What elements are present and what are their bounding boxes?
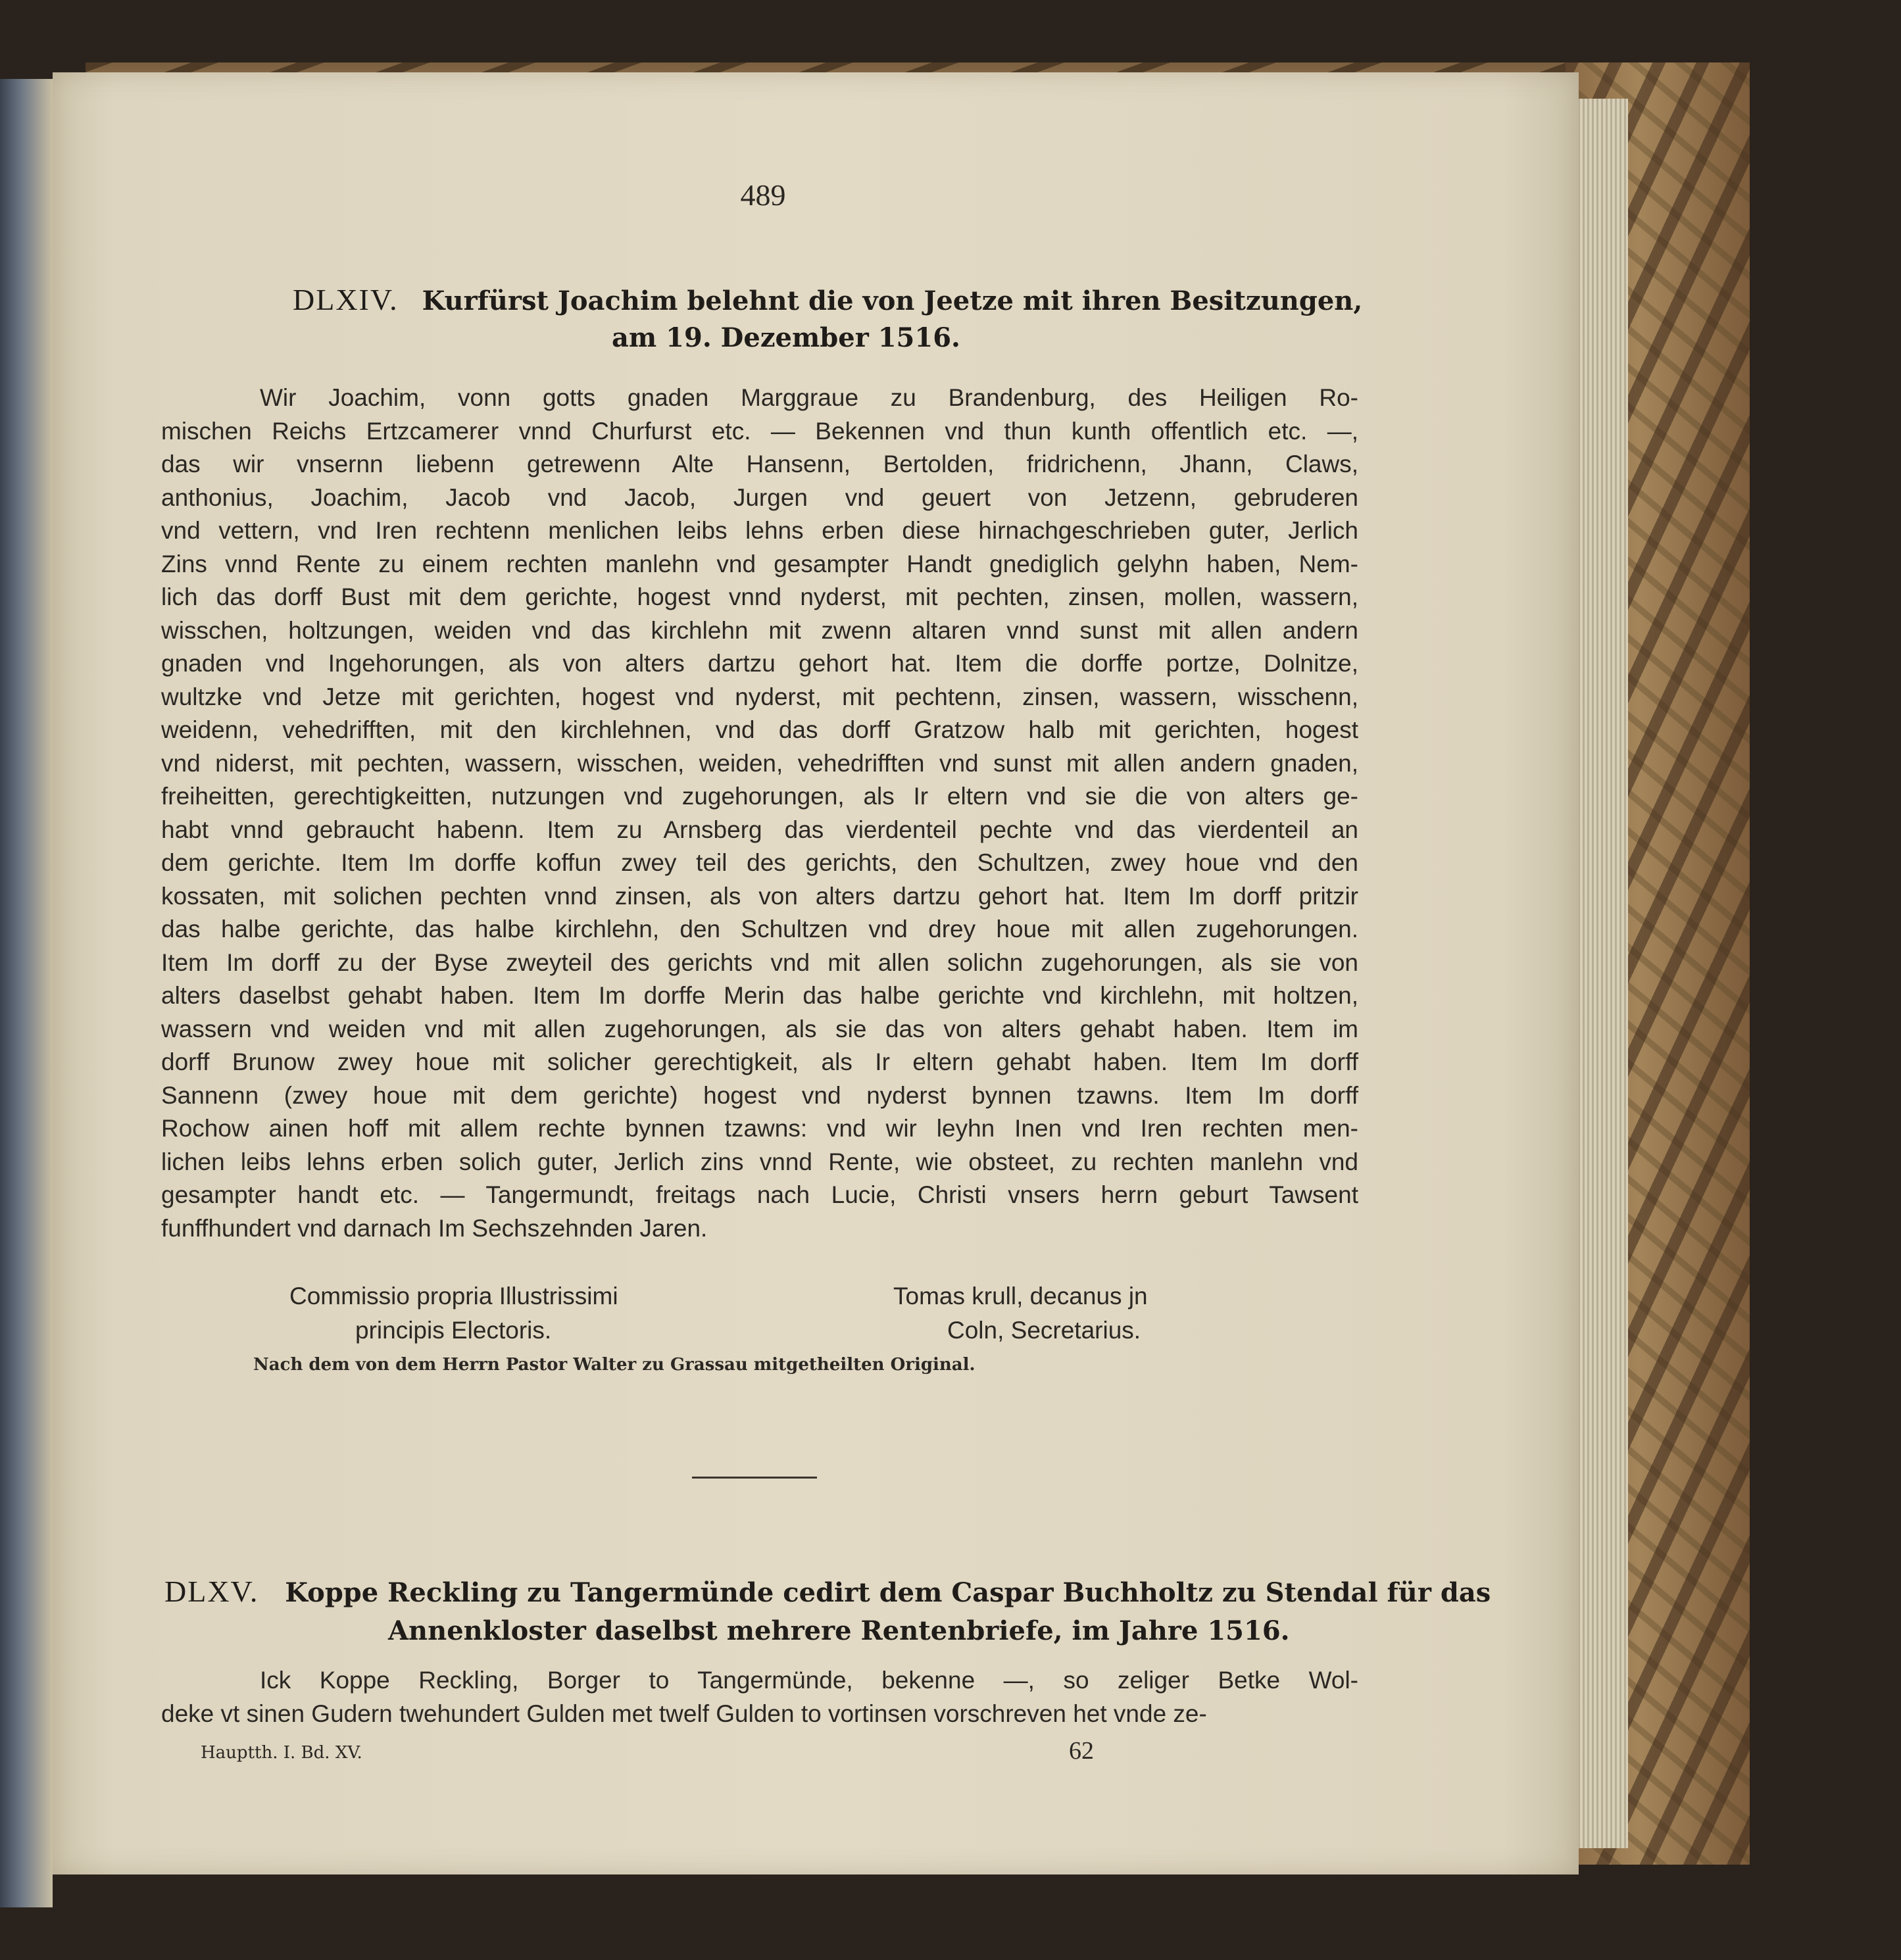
section1-title-line1: Kurfürst Joachim belehnt die von Jeetze mit ihren Besitzungen, <box>422 285 1363 316</box>
page-number: 489 <box>740 178 786 212</box>
section2-number: DLXV. <box>164 1575 259 1608</box>
text-line: gesampter handt etc. — Tangermundt, freitags nach Lucie, Christi vnsers herrn geburt Tawsent <box>161 1181 1358 1208</box>
section2-heading-line1 <box>164 1573 1491 1611</box>
text-line: Item Im dorff zu der Byse zweyteil des gerichts vnd mit allen solichn zugehorungen, als sie von <box>161 948 1358 976</box>
section2-title-line2: Annenkloster daselbst mehrere Rentenbriefe, im Jahre 1516. <box>388 1615 1290 1646</box>
text-line: vnd niderst, mit pechten, wassern, wisschen, weiden, vehedrifften vnd sunst mit allen andern gnaden, <box>161 749 1358 777</box>
text-line: Zins vnnd Rente zu einem rechten manlehn vnd gesampter Handt gnediglich gelyhn haben, Nem- <box>161 550 1358 577</box>
text-line: lichen leibs lehns erben solich guter, Jerlich zins vnnd Rente, wie obsteet, zu rechten manlehn vnd <box>161 1148 1358 1175</box>
page-block-edges <box>1575 99 1628 1848</box>
text-line: wultzke vnd Jetze mit gerichten, hogest vnd nyderst, mit pechtenn, zinsen, wassern, wisschenn, <box>161 683 1358 710</box>
text-line: das halbe gerichte, das halbe kirchlehn, den Schultzen vnd drey houe mit allen zugehorungen. <box>161 916 1358 943</box>
text-line: weidenn, vehedrifften, mit den kirchlehnen, vnd das dorff Gratzow halb mit gerichten, hogest <box>161 716 1358 743</box>
signature-left-line1: Commissio propria Illustrissimi <box>289 1283 618 1310</box>
text-line: wassern vnd weiden vnd mit allen zugehorungen, als sie das von alters gehabt haben. Item im <box>161 1015 1358 1042</box>
text-line: dem gerichte. Item Im dorffe koffun zwey teil des gerichts, den Schultzen, zwey houe vnd den <box>161 849 1358 876</box>
section1-heading-line1 <box>293 282 1362 320</box>
signature-right-line2: Coln, Secretarius. <box>947 1317 1141 1344</box>
sheet-number: 62 <box>1069 1737 1094 1765</box>
section2-body <box>161 1664 1358 1730</box>
text-line: kossaten, mit solichen pechten vnnd zinsen, als von alters dartzu gehort hat. Item Im dorff pritzir <box>161 882 1358 910</box>
text-line: Rochow ainen hoff mit allem rechte bynnen tzawns: vnd wir leyhn Inen vnd Iren rechten men- <box>161 1115 1358 1142</box>
text-line: deke vt sinen Gudern twehundert Gulden met twelf Gulden to vortinsen vorschreven het vnde ze- <box>161 1700 1207 1727</box>
signature-mark: Hauptth. I. Bd. XV. <box>201 1743 362 1763</box>
text-line: dorff Brunow zwey houe mit solicher gerechtigkeit, als Ir eltern gehabt haben. Item Im dorff <box>161 1048 1358 1075</box>
text-line: lich das dorff Bust mit dem gerichte, hogest vnnd nyderst, mit pechten, zinsen, mollen, wassern, <box>161 583 1358 610</box>
signature-right-line1: Tomas krull, decanus jn <box>893 1283 1148 1310</box>
section-divider <box>692 1477 817 1479</box>
text-line: Ick Koppe Reckling, Borger to Tangermünde, bekenne —, so zeliger Betke Wol- <box>260 1667 1358 1694</box>
text-line: anthonius, Joachim, Jacob vnd Jacob, Jurgen vnd geuert von Jetzenn, gebruderen <box>161 483 1358 511</box>
left-page-gutter <box>0 79 53 1907</box>
text-line: Wir Joachim, vonn gotts gnaden Marggraue zu Brandenburg, des Heiligen Ro- <box>260 384 1358 411</box>
section1-title-line2: am 19. Dezember 1516. <box>612 322 960 353</box>
source-note: Nach dem von dem Herrn Pastor Walter zu Grassau mitgetheilten Original. <box>253 1355 975 1375</box>
text-line: das wir vnsernn liebenn getrewenn Alte Hansenn, Bertolden, fridrichenn, Jhann, Claws, <box>161 451 1358 478</box>
section1-number: DLXIV. <box>293 283 399 316</box>
text-line: gnaden vnd Ingehorungen, als von alters dartzu gehort hat. Item die dorffe portze, Dolnitze, <box>161 650 1358 677</box>
text-line: alters daselbst gehabt haben. Item Im dorffe Merin das halbe gerichte vnd kirchlehn, mit holtzen, <box>161 982 1358 1009</box>
text-line: habt vnnd gebraucht habenn. Item zu Arnsberg das vierdenteil pechte vnd das vierdenteil an <box>161 816 1358 843</box>
text-line: freiheitten, gerechtigkeitten, nutzungen vnd zugehorungen, als Ir eltern vnd sie die von alters ge- <box>161 783 1358 810</box>
signature-left-line2: principis Electoris. <box>355 1317 552 1344</box>
text-line: wisschen, holtzungen, weiden vnd das kirchlehn mit zwenn altaren vnnd sunst mit allen andern <box>161 616 1358 644</box>
text-line: funffhundert vnd darnach Im Sechszehnden Jaren. <box>161 1214 708 1242</box>
text-line: Sannenn (zwey houe mit dem gerichte) hogest vnd nyderst bynnen tzawns. Item Im dorff <box>161 1081 1358 1109</box>
section1-body <box>161 381 1358 1245</box>
text-line: mischen Reichs Ertzcamerer vnnd Churfurst etc. — Bekennen vnd thun kunth offentlich etc. —, <box>161 417 1358 445</box>
section2-title-line1: Koppe Reckling zu Tangermünde cedirt dem Caspar Buchholtz zu Stendal für das <box>285 1577 1491 1608</box>
text-line: vnd vettern, vnd Iren rechtenn menlichen leibs lehns erben diese hirnachgeschrieben guter, Jerlich <box>161 517 1358 544</box>
